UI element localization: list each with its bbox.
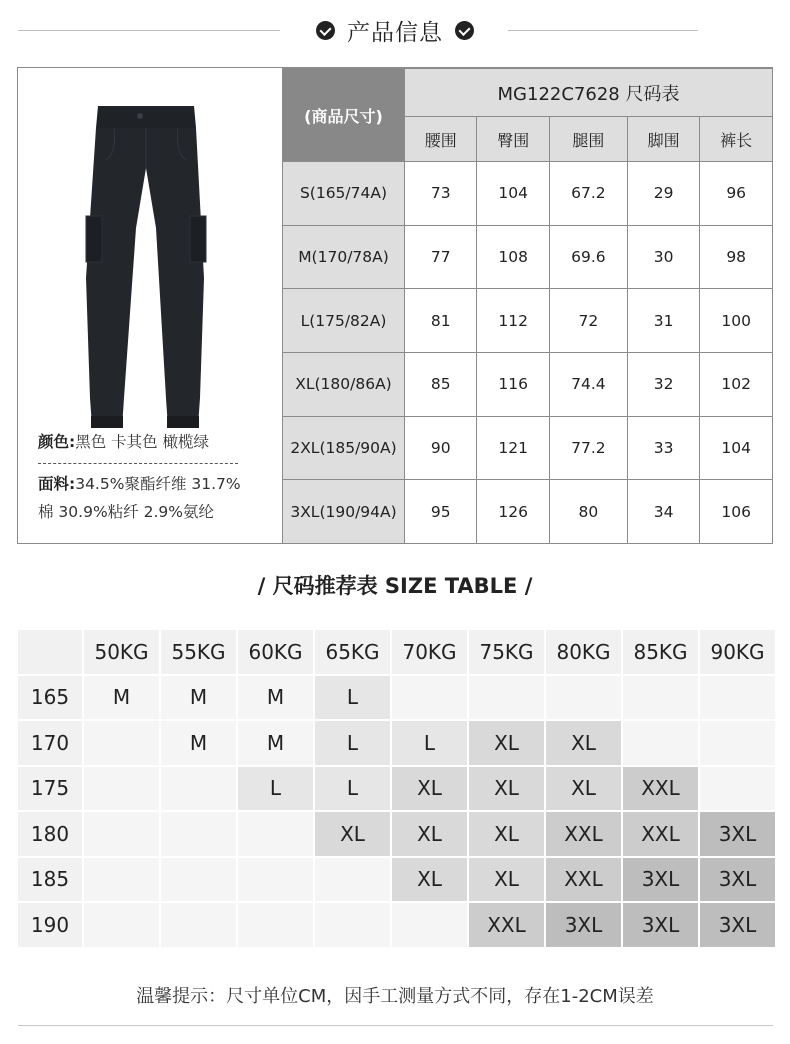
- measurement-cell: 112: [477, 289, 549, 353]
- measurement-cell: 73: [405, 162, 477, 226]
- size-cell: M: [238, 721, 313, 765]
- weight-header: 80KG: [546, 630, 621, 674]
- weight-header: 75KG: [469, 630, 544, 674]
- size-cell: [161, 767, 236, 811]
- table-row: [18, 767, 775, 811]
- weight-header: 90KG: [700, 630, 775, 674]
- weight-header: 55KG: [161, 630, 236, 674]
- size-cell: XL: [392, 767, 467, 811]
- size-cell: [700, 676, 775, 720]
- size-cell: [161, 858, 236, 902]
- measurement-cell: 33: [627, 416, 699, 480]
- size-cell: XL: [469, 767, 544, 811]
- size-cell: [623, 676, 698, 720]
- column-header: 腿围: [549, 117, 627, 162]
- size-cell: 3XL: [623, 903, 698, 947]
- size-cell: XXL: [469, 903, 544, 947]
- size-cell: XXL: [546, 858, 621, 902]
- table-row: [283, 162, 773, 226]
- product-panel: [18, 68, 282, 543]
- size-cell: [392, 903, 467, 947]
- section-title-text: 产品信息: [347, 19, 443, 46]
- size-cell: [392, 676, 467, 720]
- measurement-cell: 100: [700, 289, 773, 353]
- size-cell: [700, 721, 775, 765]
- size-cell: XL: [546, 721, 621, 765]
- table-row: [283, 225, 773, 289]
- product-size-chart: [17, 67, 773, 544]
- check-circle-icon: [455, 21, 474, 40]
- size-cell: L: [315, 721, 390, 765]
- measurement-cell: 77.2: [549, 416, 627, 480]
- table-row: [283, 289, 773, 353]
- measurement-cell: 31: [627, 289, 699, 353]
- fabric-info: [38, 470, 278, 498]
- table-row: [18, 903, 775, 947]
- size-cell: [84, 812, 159, 856]
- table-row: [18, 812, 775, 856]
- table-row: [18, 721, 775, 765]
- weight-header: 85KG: [623, 630, 698, 674]
- measurement-cell: 85: [405, 353, 477, 417]
- measurement-cell: 102: [700, 353, 773, 417]
- size-cell: [469, 676, 544, 720]
- size-label: 3XL(190/94A): [283, 480, 405, 544]
- weight-header: 60KG: [238, 630, 313, 674]
- size-cell: XL: [392, 858, 467, 902]
- measurement-cell: 69.6: [549, 225, 627, 289]
- measurement-cell: 98: [700, 225, 773, 289]
- size-cell: XXL: [623, 767, 698, 811]
- size-cell: [238, 858, 313, 902]
- height-label: 190: [18, 903, 82, 947]
- weight-header: 50KG: [84, 630, 159, 674]
- measurement-cell: 90: [405, 416, 477, 480]
- measurement-cell: 74.4: [549, 353, 627, 417]
- height-label: 170: [18, 721, 82, 765]
- size-label: 2XL(185/90A): [283, 416, 405, 480]
- product-info: [38, 428, 278, 526]
- size-cell: M: [84, 676, 159, 720]
- table-row: [283, 416, 773, 480]
- corner-cell: [18, 630, 82, 674]
- size-cell: 3XL: [700, 812, 775, 856]
- measurement-table: [282, 68, 773, 544]
- size-cell: XL: [469, 812, 544, 856]
- color-label: 颜色:: [38, 433, 76, 451]
- table-row: [18, 858, 775, 902]
- size-cell: 3XL: [546, 903, 621, 947]
- size-cell: L: [238, 767, 313, 811]
- measurement-cell: 30: [627, 225, 699, 289]
- measurement-grid: [282, 68, 773, 543]
- measurement-cell: 108: [477, 225, 549, 289]
- measurement-cell: 121: [477, 416, 549, 480]
- size-cell: M: [161, 676, 236, 720]
- size-cell: [623, 721, 698, 765]
- size-cell: L: [392, 721, 467, 765]
- size-label: L(175/82A): [283, 289, 405, 353]
- fabric-value: 34.5%聚酯纤维 31.7%: [75, 475, 241, 493]
- size-cell: [84, 903, 159, 947]
- measurement-cell: 29: [627, 162, 699, 226]
- measurement-cell: 116: [477, 353, 549, 417]
- size-cell: XL: [469, 858, 544, 902]
- size-recommend-title: / 尺码推荐表 SIZE TABLE /: [257, 574, 533, 598]
- color-value: 黑色 卡其色 橄榄绿: [75, 433, 210, 451]
- size-cell: XL: [546, 767, 621, 811]
- check-circle-icon: [316, 21, 335, 40]
- size-label: XL(180/86A): [283, 353, 405, 417]
- column-header: 臀围: [477, 117, 549, 162]
- size-cell: L: [315, 767, 390, 811]
- size-recommend-table: [16, 628, 777, 949]
- height-label: 185: [18, 858, 82, 902]
- measurement-cell: 34: [627, 480, 699, 544]
- measurement-cell: 104: [477, 162, 549, 226]
- measurement-cell: 72: [549, 289, 627, 353]
- size-cell: [315, 858, 390, 902]
- size-cell: XXL: [623, 812, 698, 856]
- size-cell: [546, 676, 621, 720]
- measurement-cell: 67.2: [549, 162, 627, 226]
- weight-header: 70KG: [392, 630, 467, 674]
- size-cell: [84, 858, 159, 902]
- size-cell: [84, 721, 159, 765]
- color-info: [38, 428, 278, 456]
- column-header: 腰围: [405, 117, 477, 162]
- section-header: [0, 0, 790, 60]
- column-header: 裤长: [700, 117, 773, 162]
- fabric-info-continued: 棉 30.9%粘纤 2.9%氨纶: [38, 503, 214, 521]
- size-label: M(170/78A): [283, 225, 405, 289]
- size-cell: XL: [392, 812, 467, 856]
- height-label: 165: [18, 676, 82, 720]
- measurement-cell: 80: [549, 480, 627, 544]
- height-label: 180: [18, 812, 82, 856]
- size-cell: [161, 812, 236, 856]
- column-header: 脚围: [627, 117, 699, 162]
- measurement-note: 温馨提示：尺寸单位CM，因手工测量方式不同，存在1-2CM误差: [136, 986, 654, 1007]
- measurement-cell: 95: [405, 480, 477, 544]
- table-row: [283, 480, 773, 544]
- table-title: MG122C7628 尺码表: [405, 69, 773, 117]
- divider: [508, 30, 698, 31]
- size-cell: [238, 903, 313, 947]
- size-cell: [700, 767, 775, 811]
- size-cell: XL: [469, 721, 544, 765]
- dashed-divider: [38, 456, 238, 464]
- size-cell: L: [315, 676, 390, 720]
- size-cell: M: [161, 721, 236, 765]
- section-title: [300, 12, 490, 48]
- size-cell: [315, 903, 390, 947]
- measurement-cell: 106: [700, 480, 773, 544]
- size-cell: 3XL: [700, 858, 775, 902]
- size-cell: 3XL: [623, 858, 698, 902]
- size-cell: 3XL: [700, 903, 775, 947]
- measurement-cell: 77: [405, 225, 477, 289]
- size-cell: XXL: [546, 812, 621, 856]
- size-label: S(165/74A): [283, 162, 405, 226]
- measurement-cell: 32: [627, 353, 699, 417]
- bottom-divider: [18, 1025, 773, 1026]
- table-row: [283, 353, 773, 417]
- divider: [18, 30, 280, 31]
- size-cell: [161, 903, 236, 947]
- weight-header: 65KG: [315, 630, 390, 674]
- fabric-label: 面料:: [38, 475, 76, 493]
- height-label: 175: [18, 767, 82, 811]
- measurement-cell: 104: [700, 416, 773, 480]
- measurement-cell: 81: [405, 289, 477, 353]
- size-cell: M: [238, 676, 313, 720]
- size-cell: [238, 812, 313, 856]
- measurement-cell: 96: [700, 162, 773, 226]
- measurement-cell: 126: [477, 480, 549, 544]
- size-cell: XL: [315, 812, 390, 856]
- size-cell: [84, 767, 159, 811]
- table-row: [18, 676, 775, 720]
- corner-label: (商品尺寸): [283, 69, 405, 162]
- pants-image: [76, 98, 216, 438]
